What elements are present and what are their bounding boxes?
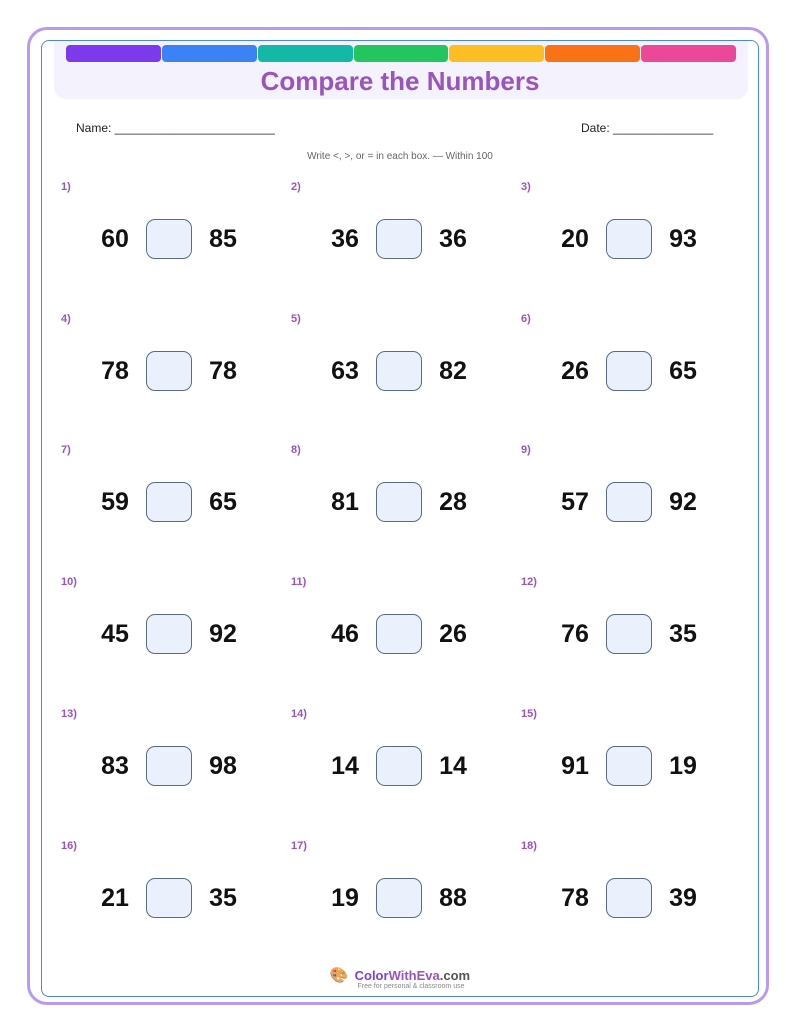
- left-number: 19: [331, 884, 359, 912]
- rainbow-segment: [258, 45, 353, 62]
- left-number: 81: [331, 488, 359, 516]
- answer-box[interactable]: [146, 614, 192, 654]
- answer-box[interactable]: [606, 878, 652, 918]
- problem-item: [61, 708, 291, 828]
- right-number: 92: [669, 488, 697, 516]
- problem-number: 2): [291, 181, 301, 193]
- left-number: 14: [331, 752, 359, 780]
- problem-number: 7): [61, 444, 71, 456]
- left-number: 78: [561, 884, 589, 912]
- answer-box[interactable]: [606, 746, 652, 786]
- problem-number: 17): [291, 840, 307, 852]
- problem-item: [61, 444, 291, 564]
- footer-tagline: Free for personal & classroom use: [357, 983, 465, 990]
- answer-box[interactable]: [376, 746, 422, 786]
- answer-box[interactable]: [146, 351, 192, 391]
- problem-number: 16): [61, 840, 77, 852]
- left-number: 46: [331, 620, 359, 648]
- left-number: 20: [561, 225, 589, 253]
- problem-number: 9): [521, 444, 531, 456]
- answer-box[interactable]: [376, 878, 422, 918]
- problem-number: 12): [521, 576, 537, 588]
- problem-item: [61, 313, 291, 433]
- problem-number: 18): [521, 840, 537, 852]
- right-number: 36: [439, 225, 467, 253]
- left-number: 26: [561, 357, 589, 385]
- right-number: 39: [669, 884, 697, 912]
- answer-box[interactable]: [146, 219, 192, 259]
- answer-box[interactable]: [376, 482, 422, 522]
- problem-number: 14): [291, 708, 307, 720]
- problem-item: [521, 444, 751, 564]
- rainbow-segment: [66, 45, 161, 62]
- right-number: 65: [669, 357, 697, 385]
- date-field[interactable]: Date: _______________: [581, 121, 714, 135]
- left-number: 21: [101, 884, 129, 912]
- problem-item: [291, 708, 521, 828]
- brand-logo: [330, 966, 470, 984]
- problem-item: [521, 840, 751, 960]
- right-number: 35: [669, 620, 697, 648]
- name-field[interactable]: Name: ________________________: [76, 121, 275, 135]
- answer-box[interactable]: [146, 746, 192, 786]
- left-number: 45: [101, 620, 129, 648]
- problem-item: [521, 576, 751, 696]
- problem-item: [291, 313, 521, 433]
- problem-number: 15): [521, 708, 537, 720]
- left-number: 76: [561, 620, 589, 648]
- problem-item: [291, 840, 521, 960]
- right-number: 98: [209, 752, 237, 780]
- problem-number: 11): [291, 576, 307, 588]
- answer-box[interactable]: [146, 878, 192, 918]
- brand-part-2: WithEva: [388, 967, 440, 983]
- brand-part-3: .com: [439, 967, 471, 983]
- answer-box[interactable]: [606, 219, 652, 259]
- right-number: 92: [209, 620, 237, 648]
- right-number: 88: [439, 884, 467, 912]
- footer: [0, 966, 800, 990]
- problem-number: 1): [61, 181, 71, 193]
- left-number: 63: [331, 357, 359, 385]
- right-number: 28: [439, 488, 467, 516]
- left-number: 36: [331, 225, 359, 253]
- problem-number: 5): [291, 313, 301, 325]
- right-number: 65: [209, 488, 237, 516]
- problem-item: [521, 708, 751, 828]
- left-number: 59: [101, 488, 129, 516]
- answer-box[interactable]: [606, 614, 652, 654]
- answer-box[interactable]: [376, 614, 422, 654]
- right-number: 93: [669, 225, 697, 253]
- problem-number: 6): [521, 313, 531, 325]
- left-number: 60: [101, 225, 129, 253]
- right-number: 78: [209, 357, 237, 385]
- instructions: Write <, >, or = in each box. — Within 100: [307, 151, 493, 162]
- problem-item: [291, 576, 521, 696]
- right-number: 26: [439, 620, 467, 648]
- rainbow-bar: [66, 45, 736, 62]
- brand-part-1: Color: [354, 967, 389, 983]
- problem-item: [521, 181, 751, 301]
- problem-item: [61, 576, 291, 696]
- right-number: 19: [669, 752, 697, 780]
- problem-item: [61, 181, 291, 301]
- answer-box[interactable]: [376, 219, 422, 259]
- problem-item: [291, 181, 521, 301]
- right-number: 14: [439, 752, 467, 780]
- right-number: 35: [209, 884, 237, 912]
- answer-box[interactable]: [146, 482, 192, 522]
- problem-number: 10): [61, 576, 77, 588]
- problem-item: [61, 840, 291, 960]
- rainbow-segment: [641, 45, 736, 62]
- rainbow-segment: [449, 45, 544, 62]
- answer-box[interactable]: [376, 351, 422, 391]
- answer-box[interactable]: [606, 482, 652, 522]
- problem-number: 8): [291, 444, 301, 456]
- rainbow-segment: [545, 45, 640, 62]
- rainbow-segment: [354, 45, 449, 62]
- palette-icon: 🎨: [329, 967, 349, 984]
- page-title: Compare the Numbers: [260, 66, 540, 96]
- problem-item: [521, 313, 751, 433]
- right-number: 82: [439, 357, 467, 385]
- left-number: 83: [101, 752, 129, 780]
- left-number: 91: [561, 752, 589, 780]
- right-number: 85: [209, 225, 237, 253]
- rainbow-segment: [162, 45, 257, 62]
- problem-number: 3): [521, 181, 531, 193]
- problem-item: [291, 444, 521, 564]
- problem-number: 13): [61, 708, 77, 720]
- problem-number: 4): [61, 313, 71, 325]
- left-number: 57: [561, 488, 589, 516]
- left-number: 78: [101, 357, 129, 385]
- answer-box[interactable]: [606, 351, 652, 391]
